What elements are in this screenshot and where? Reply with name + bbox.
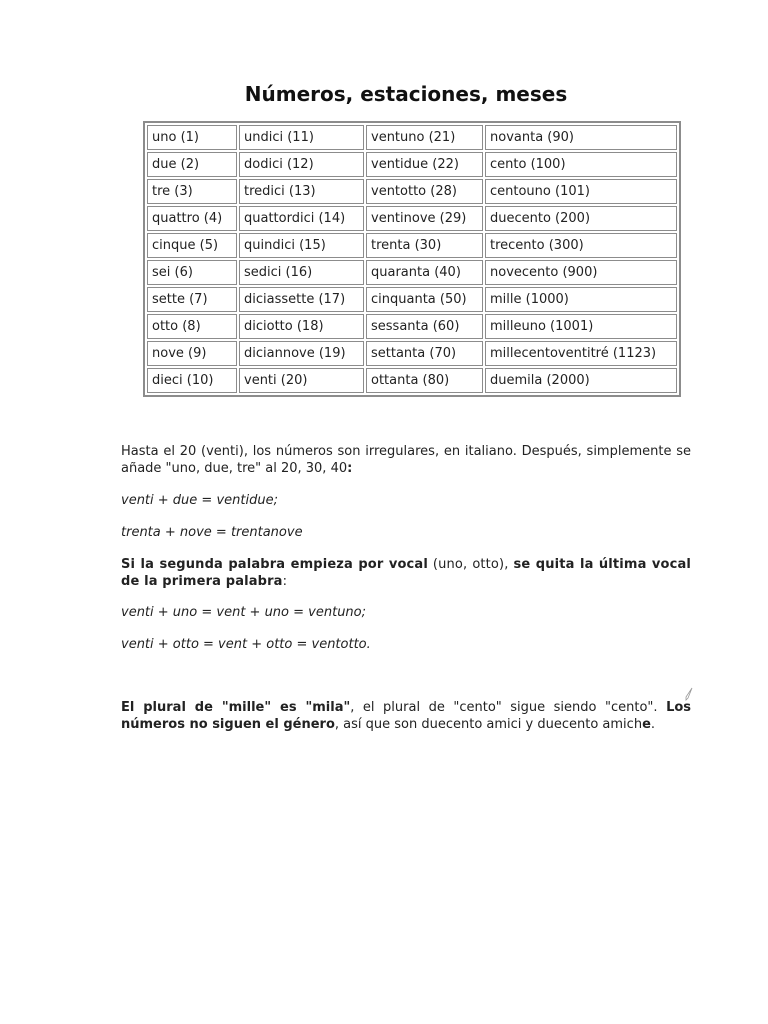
table-cell: cento (100)	[485, 152, 677, 177]
table-cell: millecentoventitré (1123)	[485, 341, 677, 366]
table-cell: novecento (900)	[485, 260, 677, 285]
example-venti-due: venti + due = ventidue;	[121, 493, 278, 508]
rule-bold-start: Si la segunda palabra empieza por vocal	[121, 557, 428, 572]
plural-text-cento: , el plural de "cento" sigue siendo "cento".	[350, 700, 667, 715]
table-cell: diciannove (19)	[239, 341, 364, 366]
table-cell: duecento (200)	[485, 206, 677, 231]
table-cell: trenta (30)	[366, 233, 483, 258]
numbers-table-body	[147, 125, 677, 393]
table-cell: undici (11)	[239, 125, 364, 150]
table-cell: milleuno (1001)	[485, 314, 677, 339]
plural-text-end: .	[650, 717, 656, 732]
pencil-mark-icon	[684, 687, 694, 701]
table-cell: nove (9)	[147, 341, 237, 366]
plural-text-amici: , así que son duecento amici y duecento amich	[334, 717, 643, 732]
table-row	[147, 368, 677, 393]
table-cell: trecento (300)	[485, 233, 677, 258]
plural-bold-e: e	[642, 717, 651, 732]
table-cell: quindici (15)	[239, 233, 364, 258]
table-cell: settanta (70)	[366, 341, 483, 366]
table-cell: ventotto (28)	[366, 179, 483, 204]
table-cell: quaranta (40)	[366, 260, 483, 285]
plural-bold-mila: El plural de "mille" es "mila"	[121, 700, 351, 715]
table-cell: mille (1000)	[485, 287, 677, 312]
table-cell: quattordici (14)	[239, 206, 364, 231]
table-cell: ottanta (80)	[366, 368, 483, 393]
vowel-rule-paragraph	[121, 556, 691, 590]
table-cell: sedici (16)	[239, 260, 364, 285]
table-cell: quattro (4)	[147, 206, 237, 231]
table-cell: otto (8)	[147, 314, 237, 339]
table-cell: cinque (5)	[147, 233, 237, 258]
table-cell: ventuno (21)	[366, 125, 483, 150]
table-cell: ventidue (22)	[366, 152, 483, 177]
intro-colon: :	[347, 461, 353, 476]
table-cell: duemila (2000)	[485, 368, 677, 393]
plural-paragraph	[121, 699, 691, 733]
intro-text: Hasta el 20 (venti), los números son irregulares, en italiano. Después, simplemente se añade "uno, due, tre" al 20, 30, 40	[121, 444, 691, 476]
table-row	[147, 314, 677, 339]
example-venti-otto: venti + otto = vent + otto = ventotto.	[121, 637, 371, 652]
table-cell: tredici (13)	[239, 179, 364, 204]
table-row	[147, 260, 677, 285]
table-row	[147, 152, 677, 177]
plural-bold-genero: Los números no siguen el género	[121, 700, 692, 732]
rule-bold-end: se quita la última vocal de la primera palabra	[121, 557, 691, 589]
table-cell: diciassette (17)	[239, 287, 364, 312]
table-row	[147, 233, 677, 258]
example-trenta-nove: trenta + nove = trentanove	[121, 525, 303, 540]
table-row	[147, 341, 677, 366]
table-cell: tre (3)	[147, 179, 237, 204]
table-cell: dodici (12)	[239, 152, 364, 177]
table-cell: sette (7)	[147, 287, 237, 312]
table-row	[147, 179, 677, 204]
numbers-table	[143, 121, 681, 397]
table-row	[147, 125, 677, 150]
table-row	[147, 287, 677, 312]
table-cell: uno (1)	[147, 125, 237, 150]
table-cell: novanta (90)	[485, 125, 677, 150]
rule-colon: :	[282, 574, 288, 589]
table-row	[147, 206, 677, 231]
table-cell: diciotto (18)	[239, 314, 364, 339]
table-cell: sei (6)	[147, 260, 237, 285]
intro-paragraph	[121, 443, 691, 477]
table-cell: ventinove (29)	[366, 206, 483, 231]
table-cell: sessanta (60)	[366, 314, 483, 339]
page-title: Números, estaciones, meses	[244, 82, 568, 106]
table-cell: centouno (101)	[485, 179, 677, 204]
rule-middle: (uno, otto),	[427, 557, 514, 572]
table-cell: dieci (10)	[147, 368, 237, 393]
table-cell: cinquanta (50)	[366, 287, 483, 312]
table-cell: due (2)	[147, 152, 237, 177]
example-venti-uno: venti + uno = vent + uno = ventuno;	[121, 605, 367, 620]
table-cell: venti (20)	[239, 368, 364, 393]
